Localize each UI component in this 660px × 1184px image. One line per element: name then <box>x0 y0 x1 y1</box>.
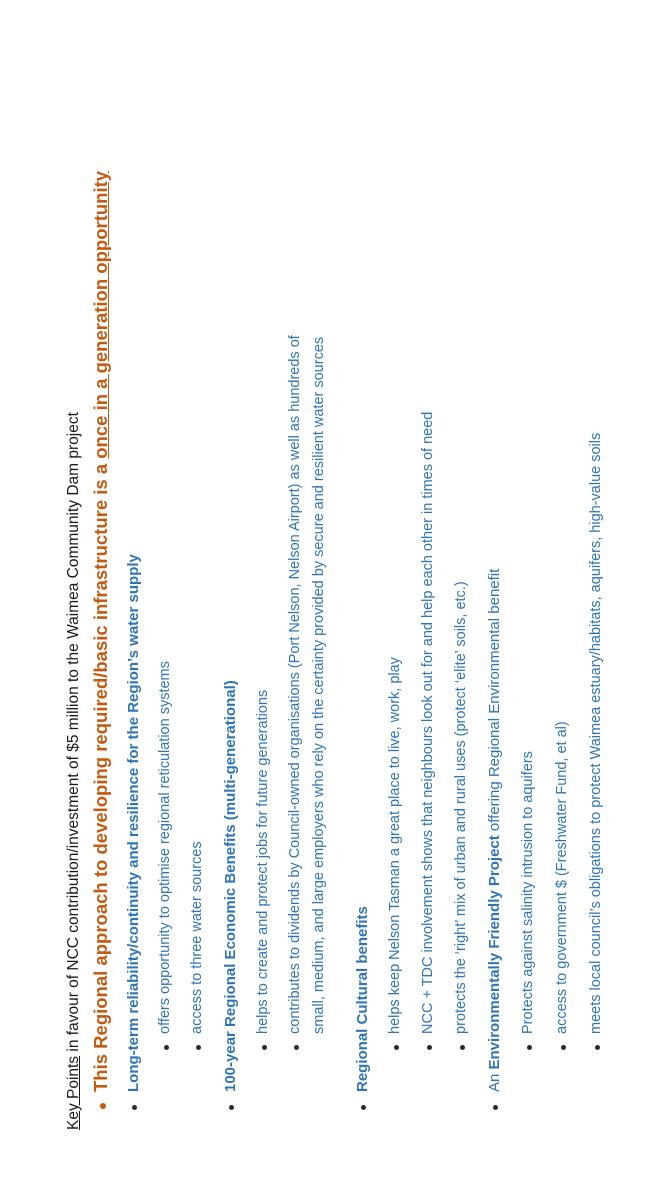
heading-suffix: offering Regional Environmental benefit <box>486 568 503 836</box>
heading-bold: Environmentally Friendly Project <box>486 835 503 1070</box>
headline-text: This Regional approach to developing required/basic infrastructure is a <box>90 458 111 1092</box>
list-item-continuation: small, medium, and large employers who rely on the certainty provided by secure and resilient water sources <box>311 336 327 1034</box>
item-bullet <box>294 1045 299 1050</box>
section-heading-reliability: Long-term reliability/continuity and resilience for the Region’s water supply <box>125 554 142 1092</box>
list-item: meets local council’s obligations to protect Waimea estuary/habitats, aquifers, high-value soils <box>588 432 604 1034</box>
item-bullet <box>595 1045 600 1050</box>
list-item: NCC + TDC involvement shows that neighbours look out for and help each other in times of need <box>420 411 436 1034</box>
item-bullet <box>164 1045 169 1050</box>
section-bullet <box>229 1105 234 1110</box>
headline-bullet <box>100 1103 106 1109</box>
list-item: helps keep Nelson Tasman a great place to live, work, play <box>387 657 403 1034</box>
heading-prefix: An <box>486 1069 503 1092</box>
list-item: access to government $ (Freshwater Fund, et al) <box>554 721 570 1034</box>
list-item: contributes to dividends by Council-owned organisations (Port Nelson, Nelson Airport) as well as hundreds of <box>287 335 303 1034</box>
item-bullet <box>527 1045 532 1050</box>
item-bullet <box>196 1045 201 1050</box>
item-bullet <box>394 1045 399 1050</box>
item-bullet <box>262 1045 267 1050</box>
section-heading-cultural: Regional Cultural benefits <box>354 906 371 1092</box>
title-rest: in favour of NCC contribution/investment of $5 million to the Waimea Community Dam project <box>65 412 82 1056</box>
section-heading-environmental <box>487 569 502 1092</box>
item-bullet <box>460 1045 465 1050</box>
item-bullet <box>561 1045 566 1050</box>
title-key-points: Key Points <box>65 1055 82 1130</box>
list-item: access to three water sources <box>189 841 205 1034</box>
list-item: offers opportunity to optimise regional reticulation systems <box>157 661 173 1034</box>
item-bullet <box>427 1045 432 1050</box>
section-bullet <box>132 1105 137 1110</box>
list-item: protects the ‘right’ mix of urban and rural uses (protect ‘elite’ soils, etc.) <box>453 581 469 1034</box>
section-bullet <box>361 1105 366 1110</box>
list-item: Protects against salinity intrusion to aquifers <box>520 751 536 1034</box>
headline-underlined: once in a generation opportunity <box>90 170 111 459</box>
section-heading-economic: 100-year Regional Economic Benefits (multi-generational) <box>222 680 239 1092</box>
section-bullet <box>493 1105 498 1110</box>
document-title <box>66 412 82 1130</box>
headline <box>92 171 111 1092</box>
list-item: helps to create and protect jobs for future generations <box>255 689 271 1034</box>
